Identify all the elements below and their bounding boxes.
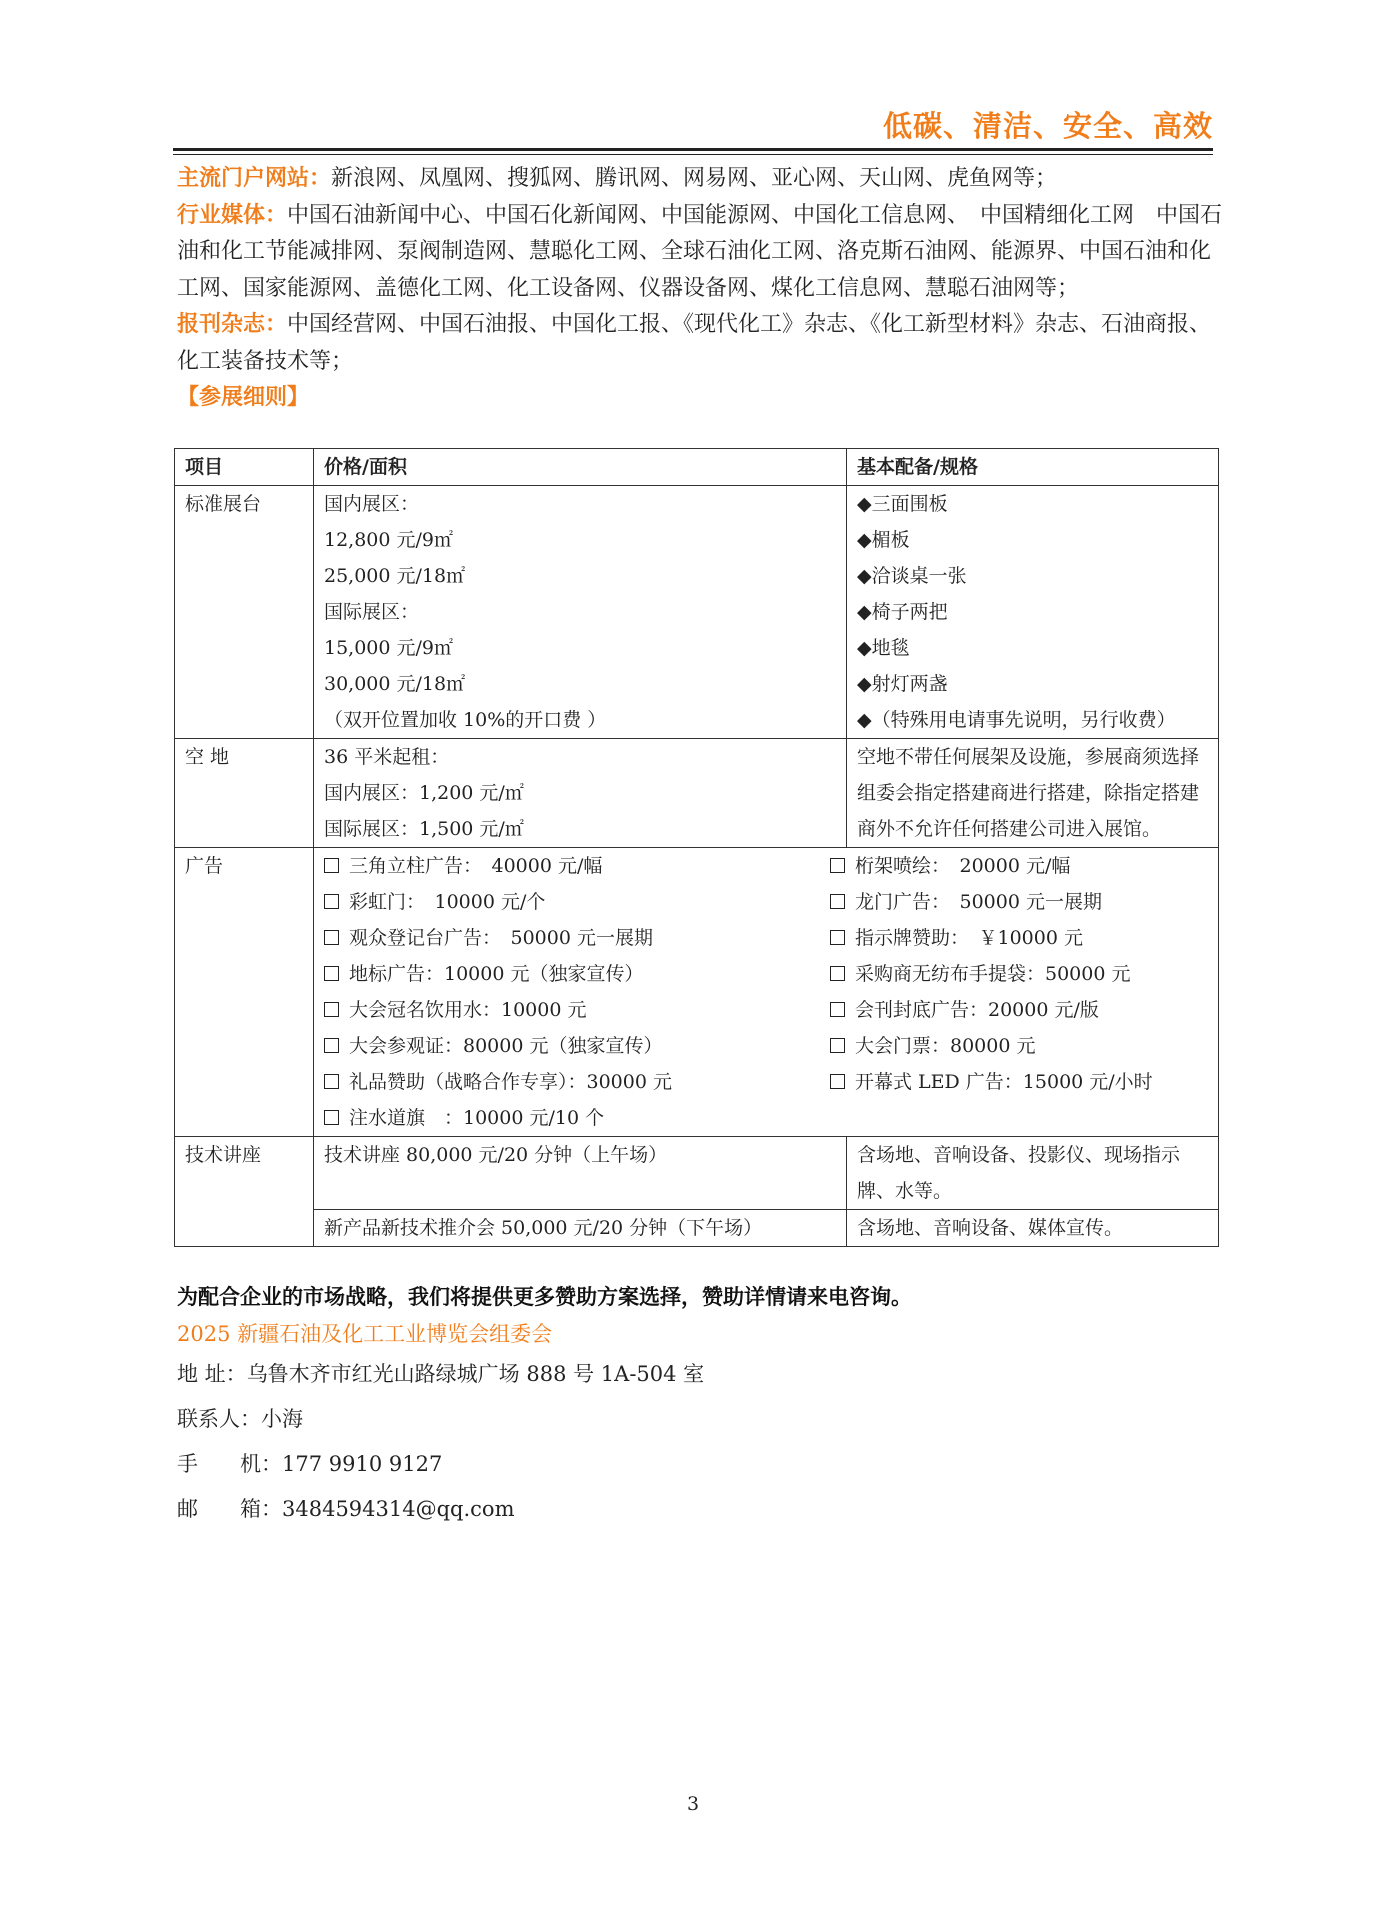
- seminar-price-morning: 技术讲座 80,000 元/20 分钟（上午场）: [314, 1137, 847, 1210]
- config-line: ◆楣板: [857, 529, 910, 551]
- page-number: 3: [686, 1793, 700, 1815]
- ad-option[interactable]: [324, 1064, 830, 1100]
- ad-option[interactable]: [324, 1028, 830, 1064]
- checkbox-icon[interactable]: [830, 894, 845, 909]
- address-label: 地 址：: [177, 1362, 247, 1386]
- price-line: 国内展区：: [324, 493, 420, 515]
- price-line: 国际展区：1,500 元/㎡: [324, 818, 524, 840]
- ad-option[interactable]: [324, 1100, 830, 1136]
- checkbox-icon[interactable]: [830, 1038, 845, 1053]
- seminar-price-afternoon: 新产品新技术推介会 50,000 元/20 分钟（下午场）: [314, 1210, 847, 1247]
- header-rule: [173, 148, 1213, 151]
- media-label: 行业媒体：: [177, 202, 288, 228]
- ads-left-column: [324, 848, 830, 1136]
- email-value[interactable]: 3484594314@qq.com: [282, 1497, 515, 1521]
- ads-options: [314, 848, 1219, 1137]
- ad-option-label: 观众登记台广告： 50000 元一展期: [349, 927, 653, 949]
- ad-option[interactable]: [324, 992, 830, 1028]
- ad-option[interactable]: [324, 848, 830, 884]
- config-line: ◆地毯: [857, 637, 910, 659]
- ad-option-label: 桁架喷绘： 20000 元/幅: [855, 855, 1071, 877]
- portals-paragraph: [177, 161, 1227, 198]
- ads-right-column: [830, 848, 1208, 1136]
- ad-option-label: 龙门广告： 50000 元一展期: [855, 891, 1102, 913]
- media-paragraph: [177, 198, 1227, 308]
- space-config-text: 空地不带任何展架及设施，参展商须选择组委会指定搭建商进行搭建，除指定搭建商外不允许任何搭建公司进入展馆。: [857, 746, 1200, 840]
- email-label: 邮 箱：: [177, 1497, 282, 1521]
- price-line: 30,000 元/18㎡: [324, 673, 466, 695]
- space-name: 空 地: [175, 739, 314, 848]
- section-title: 【参展细则】: [177, 385, 310, 410]
- ad-option-label: 采购商无纺布手提袋：50000 元: [855, 963, 1131, 985]
- ads-name: 广告: [175, 848, 314, 1137]
- price-line: 25,000 元/18㎡: [324, 565, 466, 587]
- media-intro: [177, 161, 1227, 417]
- checkbox-icon[interactable]: [324, 858, 339, 873]
- header-price: 价格/面积: [314, 449, 847, 486]
- checkbox-icon[interactable]: [324, 930, 339, 945]
- ad-option[interactable]: [324, 920, 830, 956]
- ad-option-label: 大会门票：80000 元: [855, 1035, 1036, 1057]
- checkbox-icon[interactable]: [324, 894, 339, 909]
- organizer-name: 2025 新疆石油及化工工业博览会组委会: [177, 1322, 553, 1346]
- config-line: ◆洽谈桌一张: [857, 565, 967, 587]
- table-row-space: [175, 739, 1219, 848]
- ad-option-label: 指示牌赞助： ￥10000 元: [855, 927, 1083, 949]
- checkbox-icon[interactable]: [324, 1074, 339, 1089]
- contact-line: [177, 1397, 912, 1442]
- standard-name: 标准展台: [175, 486, 314, 739]
- config-line: ◆椅子两把: [857, 601, 948, 623]
- ad-option-label: 地标广告：10000 元（独家宣传）: [349, 963, 644, 985]
- portals-label: 主流门户网站：: [177, 166, 332, 191]
- phone-line: [177, 1442, 912, 1487]
- press-paragraph: [177, 307, 1227, 380]
- phone-value: 177 9910 9127: [282, 1452, 443, 1476]
- ad-option[interactable]: [830, 992, 1208, 1028]
- price-line: 36 平米起租：: [324, 746, 450, 768]
- ad-option[interactable]: [830, 884, 1208, 920]
- price-line: 12,800 元/9㎡: [324, 529, 454, 551]
- exhibition-details-table: [174, 448, 1219, 1247]
- header-rule-thin: [173, 154, 1213, 155]
- header-config: 基本配备/规格: [847, 449, 1219, 486]
- address-value: 乌鲁木齐市红光山路绿城广场 888 号 1A-504 室: [246, 1362, 705, 1386]
- ad-option[interactable]: [830, 1028, 1208, 1064]
- header-slogan: 低碳、清洁、安全、高效: [882, 109, 1213, 143]
- ad-option-label: 彩虹门： 10000 元/个: [349, 891, 546, 913]
- contact-label: 联系人：: [177, 1407, 261, 1431]
- price-line: 国内展区：1,200 元/㎡: [324, 782, 524, 804]
- ad-option[interactable]: [324, 884, 830, 920]
- portals-text: 新浪网、凤凰网、搜狐网、腾讯网、网易网、亚心网、天山网、虎鱼网等；: [331, 166, 1058, 191]
- footer: [177, 1278, 912, 1532]
- press-text: 中国经营网、中国石油报、中国化工报、《现代化工》杂志、《化工新型材料》杂志、石油商报、化工装备技术等；: [177, 312, 1212, 374]
- table-row-seminar-2: [175, 1210, 1219, 1247]
- checkbox-icon[interactable]: [830, 930, 845, 945]
- ad-option-label: 大会参观证：80000 元（独家宣传）: [349, 1035, 663, 1057]
- ad-option[interactable]: [830, 956, 1208, 992]
- table-row-seminar: [175, 1137, 1219, 1210]
- space-prices: [314, 739, 847, 848]
- media-text: 中国石油新闻中心、中国石化新闻网、中国能源网、中国化工信息网、 中国精细化工网 中国石油和化工节能减排网、泵阀制造网、慧聪化工网、全球石油化工网、洛克斯石油网、能源界、中国石油和化工网、国家能源网、盖德化工网、化工设备网、仪器设备网、煤化工信息网、慧聪石油网等；: [177, 202, 1223, 301]
- config-line: ◆三面围板: [857, 493, 948, 515]
- ad-option-label: 会刊封底广告：20000 元/版: [855, 999, 1099, 1021]
- checkbox-icon[interactable]: [324, 1002, 339, 1017]
- press-label: 报刊杂志：: [177, 312, 288, 337]
- ad-option-label: 三角立柱广告： 40000 元/幅: [349, 855, 603, 877]
- seminar-config-afternoon: 含场地、音响设备、媒体宣传。: [847, 1210, 1219, 1247]
- phone-label: 手 机：: [177, 1452, 282, 1476]
- price-line: （双开位置加收 10%的开口费 ）: [324, 709, 607, 731]
- standard-prices: [314, 486, 847, 739]
- table-row-ads: [175, 848, 1219, 1137]
- contact-value: 小海: [261, 1407, 303, 1431]
- ad-option[interactable]: [830, 848, 1208, 884]
- config-line: ◆射灯两盏: [857, 673, 948, 695]
- checkbox-icon[interactable]: [830, 1074, 845, 1089]
- sponsor-note: 为配合企业的市场战略，我们将提供更多赞助方案选择，赞助详情请来电咨询。: [177, 1285, 912, 1309]
- price-line: 15,000 元/9㎡: [324, 637, 454, 659]
- ad-option-label: 礼品赞助（战略合作专享）：30000 元: [349, 1071, 672, 1093]
- checkbox-icon[interactable]: [324, 966, 339, 981]
- table-header-row: [175, 449, 1219, 486]
- ad-option[interactable]: [830, 920, 1208, 956]
- checkbox-icon[interactable]: [830, 966, 845, 981]
- header-item: 项目: [175, 449, 314, 486]
- seminar-name: 技术讲座: [175, 1137, 314, 1247]
- standard-config: [847, 486, 1219, 739]
- checkbox-icon[interactable]: [830, 858, 845, 873]
- ad-option-label: 大会冠名饮用水：10000 元: [349, 999, 587, 1021]
- seminar-config-morning: [847, 1137, 1219, 1210]
- ad-option[interactable]: [830, 1064, 1208, 1100]
- ad-option-label: 开幕式 LED 广告：15000 元/小时: [855, 1071, 1153, 1093]
- price-line: 国际展区：: [324, 601, 420, 623]
- ad-option[interactable]: [324, 956, 830, 992]
- checkbox-icon[interactable]: [830, 1002, 845, 1017]
- ad-option-label: 注水道旗 ：10000 元/10 个: [349, 1107, 605, 1129]
- checkbox-icon[interactable]: [324, 1110, 339, 1125]
- config-line: ◆（特殊用电请事先说明，另行收费）: [857, 709, 1176, 731]
- checkbox-icon[interactable]: [324, 1038, 339, 1053]
- space-config: [847, 739, 1219, 848]
- email-line: [177, 1487, 912, 1532]
- seminar-config-morning-text: 含场地、音响设备、投影仪、现场指示牌、水等。: [857, 1144, 1181, 1202]
- table-row-standard: [175, 486, 1219, 739]
- address-line: [177, 1352, 912, 1397]
